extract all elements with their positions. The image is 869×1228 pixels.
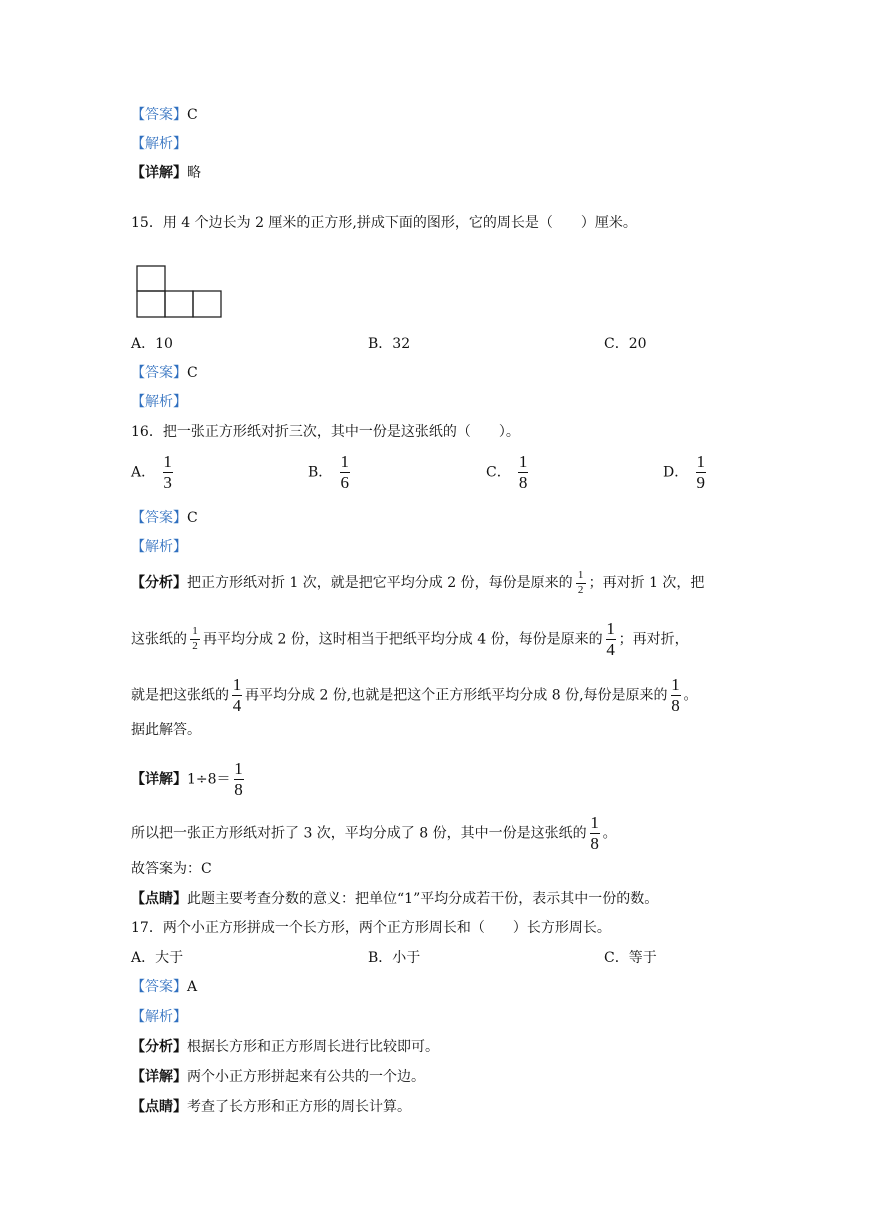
q16-fenxi-line-3 (131, 676, 698, 715)
analysis-tag: 【解析】 (131, 1009, 187, 1025)
q16-dianjing-line (131, 889, 658, 909)
fenxi-text: 。 (683, 687, 698, 704)
denominator: 4 (232, 695, 242, 715)
figure-square-top (137, 266, 165, 291)
q16-option-d (663, 453, 709, 492)
fraction-quarter (232, 676, 242, 715)
answer-value: C (187, 365, 198, 381)
figure-square-3 (193, 291, 221, 317)
q15-answer-line (131, 363, 198, 383)
q17-option-b: B．小于 (368, 950, 421, 966)
q17-fenxi-line (131, 1037, 439, 1057)
numerator: 1 (606, 619, 615, 638)
q16-fenxi-line-2 (131, 620, 689, 659)
conclusion-text: 。 (602, 825, 617, 842)
q15-option-b: B．32 (368, 336, 411, 352)
q15-analysis-line (131, 392, 187, 412)
denominator: 3 (163, 472, 172, 492)
numerator: 1 (192, 625, 198, 638)
q16-fenxi-line-4: 据此解答。 (131, 722, 201, 738)
option-letter: D． (663, 464, 689, 481)
detail-text: 两个小正方形拼起来有公共的一个边。 (187, 1069, 425, 1085)
fraction-eighth (671, 676, 681, 715)
numerator: 1 (590, 813, 599, 832)
q14-analysis-line (131, 134, 187, 154)
denominator: 6 (340, 472, 349, 492)
fenxi-text: ；再对折 1 次，把 (588, 575, 705, 592)
option-fraction (696, 453, 706, 492)
answer-value: C (187, 510, 198, 526)
fraction-half (576, 570, 586, 596)
analysis-tag: 【解析】 (131, 539, 187, 555)
denominator: 2 (192, 639, 198, 652)
q17-analysis-line (131, 1007, 187, 1027)
fenxi-tag: 【分析】 (131, 1039, 187, 1055)
q16-detail-line (131, 760, 247, 799)
q16-question: 16．把一张正方形纸对折三次，其中一份是这张纸的（ ）。 (131, 424, 520, 440)
denominator: 8 (234, 779, 243, 799)
q17-detail-line (131, 1067, 425, 1087)
numerator: 1 (163, 452, 172, 471)
fraction-eighth (590, 814, 600, 853)
detail-tag: 【详解】 (131, 771, 187, 788)
numerator: 1 (696, 452, 705, 471)
numerator: 1 (577, 569, 584, 581)
option-letter: A． (131, 464, 156, 481)
dianjing-text: 考查了长方形和正方形的周长计算。 (187, 1099, 411, 1115)
q16-fenxi-line-1 (131, 570, 704, 596)
dianjing-tag: 【点睛】 (131, 1099, 187, 1115)
q16-conclusion-line (131, 814, 617, 853)
detail-tag: 【详解】 (131, 1069, 187, 1085)
denominator: 8 (518, 472, 528, 492)
detail-expression: 1÷8＝ (187, 771, 231, 788)
figure-square-1 (137, 291, 165, 317)
numerator: 1 (518, 452, 528, 471)
fenxi-text: 把正方形纸对折 1 次，就是把它平均分成 2 份，每份是原来的 (187, 575, 573, 592)
fenxi-text: 根据长方形和正方形周长进行比较即可。 (187, 1039, 439, 1055)
q17-option-a: A．大于 (131, 950, 184, 966)
fenxi-text: 就是把这张纸的 (131, 687, 229, 704)
q17-option-c: C．等于 (604, 950, 657, 966)
fraction-half (190, 626, 200, 652)
q16-option-b (308, 453, 353, 492)
denominator: 8 (590, 833, 599, 853)
option-fraction (340, 453, 350, 492)
fraction-eighth (234, 760, 244, 799)
dianjing-tag: 【点睛】 (131, 891, 187, 907)
option-letter: B． (308, 464, 333, 481)
figure-square-2 (165, 291, 193, 317)
answer-value: A (187, 979, 198, 995)
q15-question: 15．用 4 个边长为 2 厘米的正方形,拼成下面的图形，它的周长是（ ）厘米。 (131, 215, 637, 231)
fenxi-tag: 【分析】 (131, 575, 187, 592)
q16-option-a (131, 453, 176, 492)
fenxi-text: 这张纸的 (131, 631, 187, 648)
q17-dianjing-line (131, 1097, 411, 1117)
fraction-quarter (606, 620, 616, 659)
numerator: 1 (234, 759, 243, 778)
q15-option-c: C．20 (604, 336, 647, 352)
analysis-tag: 【解析】 (131, 394, 187, 410)
denominator: 4 (606, 639, 615, 659)
answer-tag: 【答案】 (131, 365, 187, 381)
q16-answer-line (131, 508, 198, 528)
numerator: 1 (232, 675, 242, 694)
square-figure (136, 265, 224, 319)
q14-detail-line (131, 163, 201, 183)
q17-question: 17．两个小正方形拼成一个长方形，两个正方形周长和（ ）长方形周长。 (131, 920, 611, 936)
answer-tag: 【答案】 (131, 107, 187, 123)
detail-text: 略 (187, 165, 201, 181)
q15-option-a: A．10 (131, 336, 173, 352)
q16-final-answer: 故答案为：C (131, 861, 212, 877)
answer-tag: 【答案】 (131, 979, 187, 995)
analysis-tag: 【解析】 (131, 136, 187, 152)
numerator: 1 (671, 675, 680, 694)
fenxi-text: ；再对折， (618, 631, 689, 648)
denominator: 9 (696, 472, 705, 492)
q14-answer-line (131, 105, 198, 125)
numerator: 1 (340, 452, 349, 471)
denominator: 8 (671, 695, 680, 715)
denominator: 2 (577, 583, 584, 596)
option-letter: C． (486, 464, 511, 481)
answer-value: C (187, 107, 198, 123)
detail-tag: 【详解】 (131, 165, 187, 181)
fenxi-text: 再平均分成 2 份,也就是把这个正方形纸平均分成 8 份,每份是原来的 (245, 687, 668, 704)
q16-option-c (486, 453, 531, 492)
dianjing-text: 此题主要考查分数的意义：把单位“1”平均分成若干份，表示其中一份的数。 (187, 891, 659, 907)
q16-analysis-line (131, 537, 187, 557)
option-fraction (163, 453, 173, 492)
fenxi-text: 再平均分成 2 份，这时相当于把纸平均分成 4 份，每份是原来的 (203, 631, 603, 648)
answer-tag: 【答案】 (131, 510, 187, 526)
option-fraction (518, 453, 528, 492)
conclusion-text: 所以把一张正方形纸对折了 3 次，平均分成了 8 份，其中一份是这张纸的 (131, 825, 587, 842)
q17-answer-line (131, 977, 197, 997)
